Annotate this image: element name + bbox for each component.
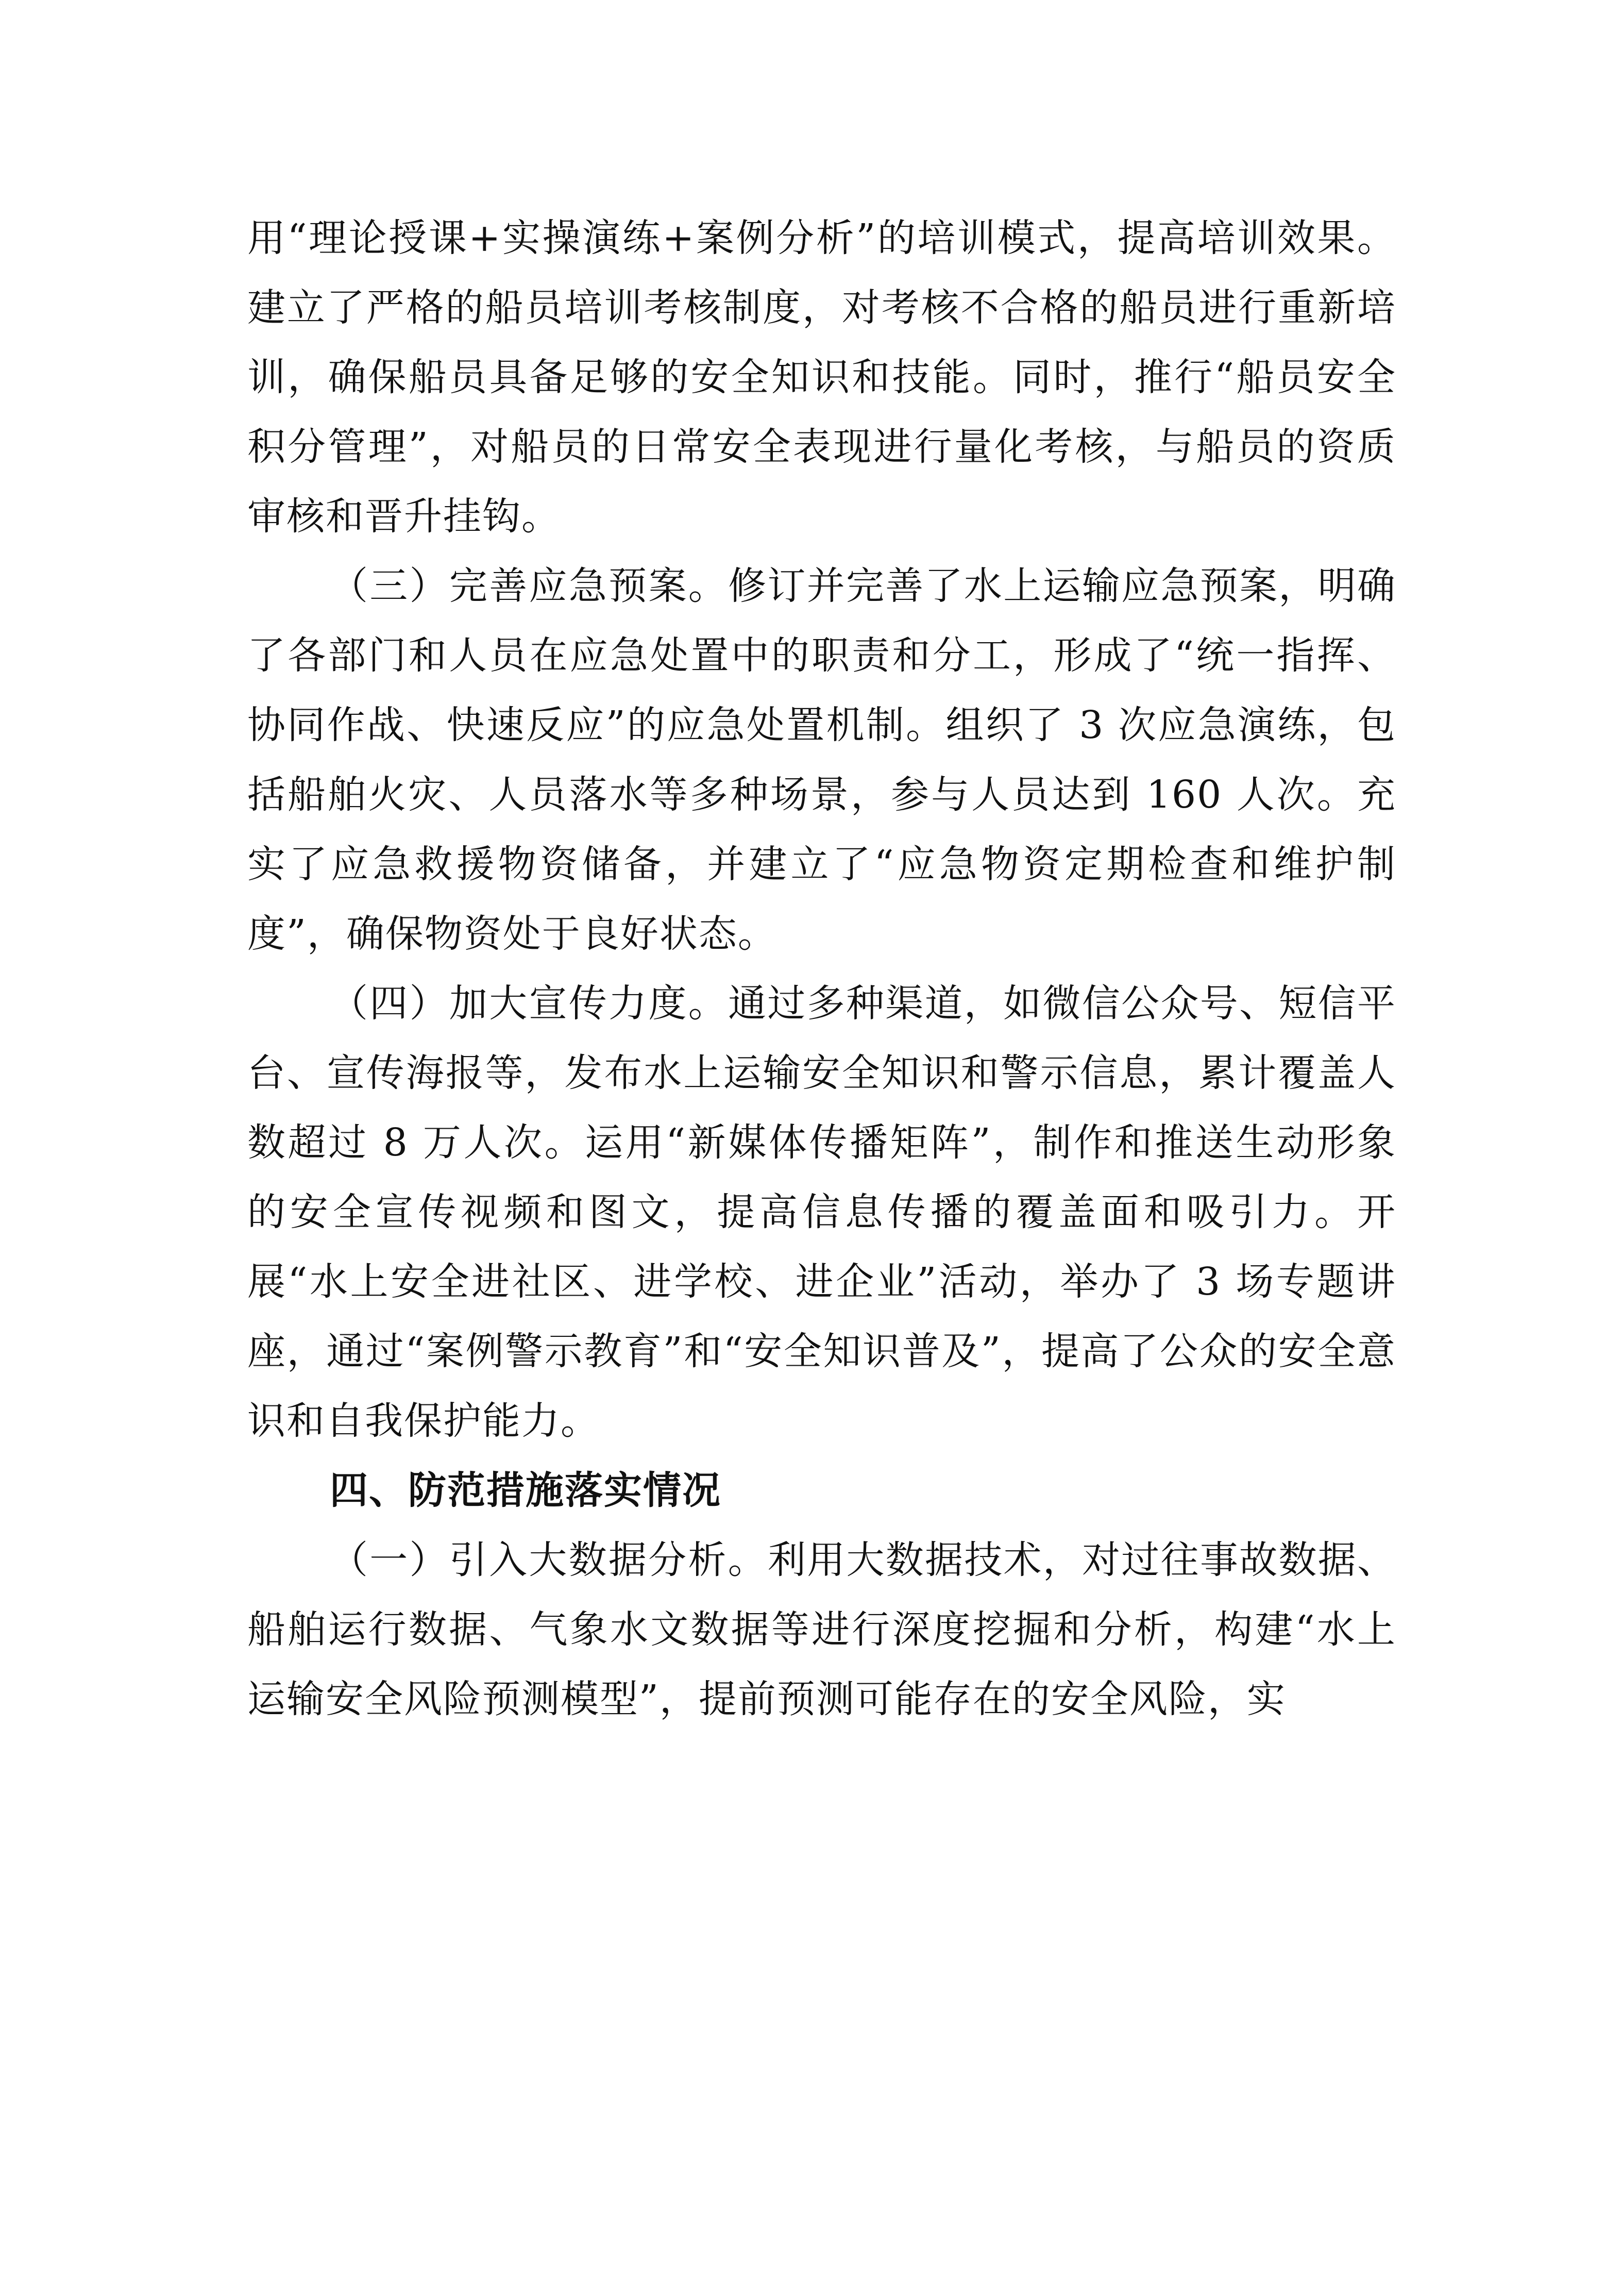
paragraph-training-mode: 用“理论授课+实操演练+案例分析”的培训模式，提高培训效果。建立了严格的船员培训考核制度，对考核不合格的船员进行重新培训，确保船员具备足够的安全知识和技能。同时，推行“船员安全积分管理”，对船员的日常安全表现进行量化考核，与船员的资质审核和晋升挂钩。 [247, 216, 1396, 539]
section-body-big-data: 利用大数据技术，对过往事故数据、船舶运行数据、气象水文数据等进行深度挖掘和分析，构建“水上运输安全风险预测模型”，提前预测可能存在的安全风险，实 [247, 1538, 1397, 1721]
section-body-emergency-plan: 修订并完善了水上运输应急预案，明确了各部门和人员在应急处置中的职责和分工，形成了“统一指挥、协同作战、快速反应”的应急处置机制。组织了 3 次应急演练，包括船舶火灾、人员落水等多种场景，参与人员达到 160 人次。充实了应急救援物资储备，并建立了“应急物资定期检查和维护制度”，确保物资处于良好状态。 [247, 564, 1396, 956]
paragraph-publicity [247, 969, 1396, 1456]
paragraph-big-data [247, 1526, 1396, 1734]
document-body [247, 204, 1396, 1734]
section-lead-big-data: （一）引入大数据分析。 [330, 1538, 768, 1582]
section-lead-emergency-plan: （三）完善应急预案。 [330, 564, 729, 608]
section-lead-publicity: （四）加大宣传力度。 [330, 981, 729, 1026]
paragraph-emergency-plan [247, 551, 1396, 969]
section-body-publicity: 通过多种渠道，如微信公众号、短信平台、宣传海报等，发布水上运输安全知识和警示信息，累计覆盖人数超过 8 万人次。运用“新媒体传播矩阵”，制作和推送生动形象的安全宣传视频和图文，提高信息传播的覆盖面和吸引力。开展“水上安全进社区、进学校、进企业”活动，举办了 3 场专题讲座，通过“案例警示教育”和“安全知识普及”，提高了公众的安全意识和自我保护能力。 [247, 981, 1396, 1443]
section-heading-prevention: 四、防范措施落实情况 [330, 1468, 721, 1513]
